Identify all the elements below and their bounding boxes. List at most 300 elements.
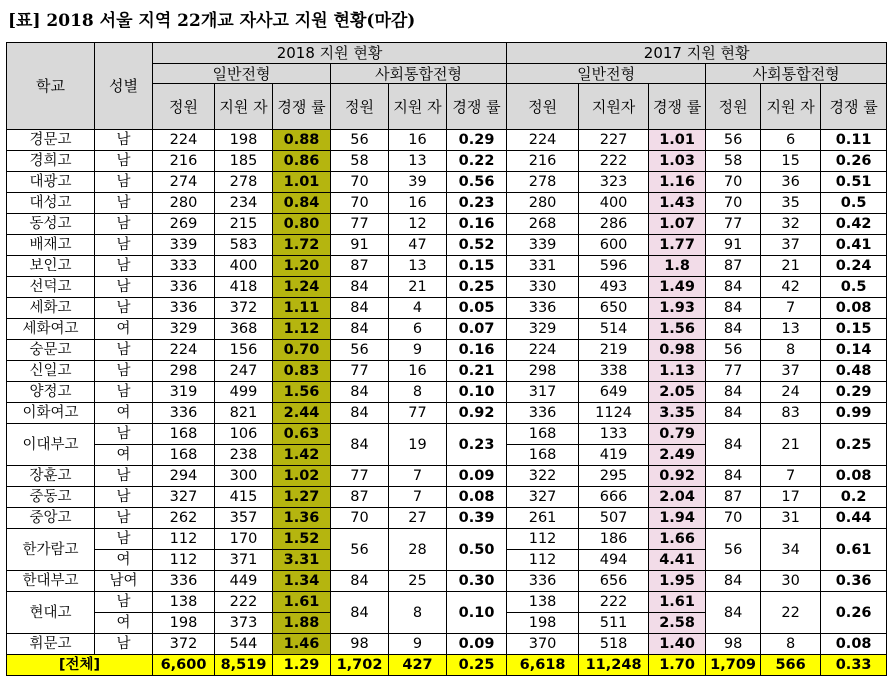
gender-cell: 남 (95, 592, 153, 613)
quota-2018-general: 336 (153, 571, 215, 592)
total-c-r: 1.70 (649, 655, 706, 676)
quota-2017-social: 84 (706, 319, 761, 340)
rate-2018-social: 0.23 (447, 424, 507, 466)
applicants-2018-general: 418 (215, 277, 273, 298)
quota-2018-social: 87 (331, 487, 389, 508)
school-name: 한대부고 (7, 571, 95, 592)
quota-2018-general: 112 (153, 529, 215, 550)
rate-2018-social: 0.16 (447, 340, 507, 361)
quota-2018-social: 56 (331, 529, 389, 571)
gender-cell: 여 (95, 445, 153, 466)
quota-2017-general: 280 (507, 193, 579, 214)
gender-cell: 남 (95, 382, 153, 403)
table-row (7, 151, 887, 172)
applicants-2017-general: 286 (579, 214, 649, 235)
table-row (7, 424, 887, 445)
quota-2018-social: 70 (331, 193, 389, 214)
rate-2018-social: 0.15 (447, 256, 507, 277)
rate-2017-social: 0.2 (821, 487, 887, 508)
rate-2017-general: 1.40 (649, 634, 706, 655)
total-a-q: 6,600 (153, 655, 215, 676)
rate-2018-social: 0.07 (447, 319, 507, 340)
quota-2017-general: 168 (507, 445, 579, 466)
applicants-2017-social: 36 (761, 172, 821, 193)
quota-2018-general: 336 (153, 298, 215, 319)
table-title: [표] 2018 서울 지역 22개교 자사고 지원 현황(마감) (8, 11, 416, 31)
rate-2017-social: 0.48 (821, 361, 887, 382)
rate-2018-general: 1.01 (273, 172, 331, 193)
quota-2018-social: 87 (331, 256, 389, 277)
rate-2017-general: 1.01 (649, 130, 706, 151)
applicants-2017-general: 650 (579, 298, 649, 319)
applicants-2018-general: 234 (215, 193, 273, 214)
gender-cell: 남 (95, 256, 153, 277)
total-b-q: 1,702 (331, 655, 389, 676)
applicants-2018-social: 8 (389, 592, 447, 634)
quota-2018-social: 70 (331, 172, 389, 193)
rate-2017-social: 0.36 (821, 571, 887, 592)
quota-2018-social: 84 (331, 571, 389, 592)
rate-2018-general: 3.31 (273, 550, 331, 571)
table-row (7, 529, 887, 550)
gender-cell: 남 (95, 340, 153, 361)
applicants-2018-social: 6 (389, 319, 447, 340)
rate-2017-general: 1.49 (649, 277, 706, 298)
total-row (7, 655, 887, 676)
header-rate: 경쟁 률 (649, 84, 706, 130)
applicants-2017-general: 222 (579, 151, 649, 172)
quota-2018-general: 262 (153, 508, 215, 529)
rate-2018-general: 1.11 (273, 298, 331, 319)
gender-cell: 남 (95, 235, 153, 256)
rate-2018-social: 0.52 (447, 235, 507, 256)
rate-2018-social: 0.50 (447, 529, 507, 571)
rate-2018-social: 0.16 (447, 214, 507, 235)
rate-2017-social: 0.08 (821, 466, 887, 487)
applicants-2017-general: 1124 (579, 403, 649, 424)
rate-2018-general: 1.12 (273, 319, 331, 340)
rate-2018-general: 0.70 (273, 340, 331, 361)
rate-2017-social: 0.25 (821, 424, 887, 466)
applicants-2017-general: 400 (579, 193, 649, 214)
header-school: 학교 (7, 43, 95, 130)
total-d-r: 0.33 (821, 655, 887, 676)
applicants-2018-social: 9 (389, 340, 447, 361)
quota-2018-social: 77 (331, 214, 389, 235)
header-gender: 성별 (95, 43, 153, 130)
rate-2017-general: 3.35 (649, 403, 706, 424)
quota-2017-general: 336 (507, 298, 579, 319)
rate-2017-social: 0.42 (821, 214, 887, 235)
applicants-2017-social: 7 (761, 466, 821, 487)
quota-2018-general: 298 (153, 361, 215, 382)
applicants-2018-social: 7 (389, 487, 447, 508)
quota-2017-general: 298 (507, 361, 579, 382)
applicants-2017-social: 83 (761, 403, 821, 424)
quota-2018-social: 84 (331, 298, 389, 319)
applicants-2018-general: 499 (215, 382, 273, 403)
rate-2017-social: 0.15 (821, 319, 887, 340)
quota-2017-social: 84 (706, 424, 761, 466)
quota-2018-general: 224 (153, 340, 215, 361)
quota-2018-general: 168 (153, 424, 215, 445)
quota-2018-social: 84 (331, 382, 389, 403)
table-body (7, 130, 887, 676)
gender-cell: 남 (95, 487, 153, 508)
rate-2017-social: 0.26 (821, 592, 887, 634)
quota-2017-social: 56 (706, 529, 761, 571)
quota-2017-social: 84 (706, 592, 761, 634)
rate-2017-social: 0.14 (821, 340, 887, 361)
school-name: 신일고 (7, 361, 95, 382)
school-name: 동성고 (7, 214, 95, 235)
rate-2018-social: 0.08 (447, 487, 507, 508)
applicants-2017-social: 6 (761, 130, 821, 151)
rate-2017-general: 2.04 (649, 487, 706, 508)
applicants-2018-social: 25 (389, 571, 447, 592)
quota-2018-social: 84 (331, 403, 389, 424)
school-name: 경문고 (7, 130, 95, 151)
quota-2017-social: 84 (706, 298, 761, 319)
header-quota: 정원 (706, 84, 761, 130)
quota-2018-general: 216 (153, 151, 215, 172)
table-row (7, 256, 887, 277)
applicants-2017-social: 31 (761, 508, 821, 529)
rate-2017-general: 2.05 (649, 382, 706, 403)
quota-2017-social: 84 (706, 466, 761, 487)
header-2018: 2018 지원 현황 (153, 43, 507, 64)
rate-2017-general: 0.92 (649, 466, 706, 487)
applicants-2017-general: 323 (579, 172, 649, 193)
applicants-2018-general: 400 (215, 256, 273, 277)
applicants-2017-general: 507 (579, 508, 649, 529)
applicants-2017-general: 222 (579, 592, 649, 613)
rate-2018-general: 0.63 (273, 424, 331, 445)
rate-2018-general: 1.72 (273, 235, 331, 256)
total-a-r: 1.29 (273, 655, 331, 676)
school-name: 숭문고 (7, 340, 95, 361)
gender-cell: 남여 (95, 571, 153, 592)
quota-2018-social: 84 (331, 424, 389, 466)
rate-2017-social: 0.11 (821, 130, 887, 151)
header-quota: 정원 (153, 84, 215, 130)
school-name: 배재고 (7, 235, 95, 256)
quota-2018-social: 84 (331, 592, 389, 634)
rate-2017-general: 1.13 (649, 361, 706, 382)
header-applicants: 지원 자 (761, 84, 821, 130)
quota-2017-social: 84 (706, 403, 761, 424)
school-name: 현대고 (7, 592, 95, 634)
rate-2018-general: 1.52 (273, 529, 331, 550)
applicants-2017-social: 8 (761, 340, 821, 361)
total-b-a: 427 (389, 655, 447, 676)
quota-2018-general: 372 (153, 634, 215, 655)
quota-2017-general: 224 (507, 340, 579, 361)
quota-2018-general: 336 (153, 277, 215, 298)
school-name: 중앙고 (7, 508, 95, 529)
gender-cell: 남 (95, 193, 153, 214)
quota-2017-social: 70 (706, 172, 761, 193)
rate-2018-general: 1.56 (273, 382, 331, 403)
rate-2017-general: 1.93 (649, 298, 706, 319)
school-name: 장훈고 (7, 466, 95, 487)
applicants-2018-social: 8 (389, 382, 447, 403)
header-quota: 정원 (507, 84, 579, 130)
rate-2017-general: 1.56 (649, 319, 706, 340)
rate-2018-general: 1.20 (273, 256, 331, 277)
applicants-2018-social: 47 (389, 235, 447, 256)
rate-2018-general: 1.61 (273, 592, 331, 613)
quota-2017-general: 330 (507, 277, 579, 298)
quota-2018-general: 339 (153, 235, 215, 256)
applicants-2017-general: 514 (579, 319, 649, 340)
rate-2017-social: 0.99 (821, 403, 887, 424)
school-name: 한가람고 (7, 529, 95, 571)
applicants-2017-general: 511 (579, 613, 649, 634)
school-name: 대성고 (7, 193, 95, 214)
applicants-2018-general: 170 (215, 529, 273, 550)
quota-2018-social: 56 (331, 130, 389, 151)
rate-2017-social: 0.08 (821, 298, 887, 319)
applicants-2018-general: 821 (215, 403, 273, 424)
rate-2018-social: 0.92 (447, 403, 507, 424)
table-row (7, 382, 887, 403)
table-header (7, 43, 887, 130)
applications-table (6, 42, 887, 676)
applicants-2017-general: 338 (579, 361, 649, 382)
gender-cell: 남 (95, 151, 153, 172)
applicants-2018-general: 215 (215, 214, 273, 235)
header-quota: 정원 (331, 84, 389, 130)
school-name: 세화고 (7, 298, 95, 319)
applicants-2018-social: 19 (389, 424, 447, 466)
applicants-2017-general: 219 (579, 340, 649, 361)
rate-2017-social: 0.44 (821, 508, 887, 529)
quota-2017-social: 56 (706, 340, 761, 361)
applicants-2018-general: 373 (215, 613, 273, 634)
quota-2017-social: 98 (706, 634, 761, 655)
applicants-2017-general: 666 (579, 487, 649, 508)
rate-2018-social: 0.21 (447, 361, 507, 382)
quota-2018-general: 333 (153, 256, 215, 277)
applicants-2017-social: 37 (761, 235, 821, 256)
rate-2017-general: 1.77 (649, 235, 706, 256)
rate-2017-social: 0.5 (821, 277, 887, 298)
applicants-2017-social: 21 (761, 424, 821, 466)
applicants-2018-general: 247 (215, 361, 273, 382)
school-name: 선덕고 (7, 277, 95, 298)
school-name: 보인고 (7, 256, 95, 277)
quota-2018-general: 138 (153, 592, 215, 613)
rate-2018-general: 1.02 (273, 466, 331, 487)
header-applicants: 지원 자 (215, 84, 273, 130)
applicants-2017-social: 22 (761, 592, 821, 634)
rate-2018-general: 1.24 (273, 277, 331, 298)
total-a-a: 8,519 (215, 655, 273, 676)
applicants-2017-social: 30 (761, 571, 821, 592)
school-name: 중동고 (7, 487, 95, 508)
quota-2018-social: 98 (331, 634, 389, 655)
total-d-q: 1,709 (706, 655, 761, 676)
rate-2018-social: 0.05 (447, 298, 507, 319)
table-row (7, 592, 887, 613)
quota-2018-social: 58 (331, 151, 389, 172)
total-d-a: 566 (761, 655, 821, 676)
table-row (7, 214, 887, 235)
rate-2017-social: 0.24 (821, 256, 887, 277)
gender-cell: 남 (95, 298, 153, 319)
quota-2017-general: 138 (507, 592, 579, 613)
total-label: [전체] (7, 655, 153, 676)
gender-cell: 남 (95, 277, 153, 298)
quota-2017-social: 84 (706, 571, 761, 592)
applicants-2017-general: 596 (579, 256, 649, 277)
rate-2017-social: 0.51 (821, 172, 887, 193)
gender-cell: 남 (95, 466, 153, 487)
total-c-a: 11,248 (579, 655, 649, 676)
rate-2018-general: 1.36 (273, 508, 331, 529)
table-row (7, 130, 887, 151)
applicants-2018-social: 16 (389, 130, 447, 151)
quota-2017-general: 331 (507, 256, 579, 277)
applicants-2018-social: 7 (389, 466, 447, 487)
header-rate: 경쟁 률 (447, 84, 507, 130)
quota-2017-social: 58 (706, 151, 761, 172)
applicants-2017-social: 15 (761, 151, 821, 172)
quota-2017-social: 70 (706, 193, 761, 214)
quota-2018-social: 91 (331, 235, 389, 256)
quota-2018-social: 84 (331, 277, 389, 298)
quota-2017-general: 339 (507, 235, 579, 256)
quota-2017-general: 216 (507, 151, 579, 172)
applicants-2017-general: 419 (579, 445, 649, 466)
rate-2018-general: 2.44 (273, 403, 331, 424)
applicants-2017-general: 518 (579, 634, 649, 655)
rate-2017-general: 4.41 (649, 550, 706, 571)
applicants-2018-general: 238 (215, 445, 273, 466)
header-rate: 경쟁 률 (273, 84, 331, 130)
quota-2018-social: 77 (331, 466, 389, 487)
rate-2018-social: 0.30 (447, 571, 507, 592)
applicants-2018-social: 13 (389, 256, 447, 277)
applicants-2018-social: 27 (389, 508, 447, 529)
table-row (7, 298, 887, 319)
quota-2018-general: 280 (153, 193, 215, 214)
header-2018-social: 사회통합전형 (331, 64, 507, 84)
rate-2018-social: 0.09 (447, 634, 507, 655)
applicants-2018-social: 4 (389, 298, 447, 319)
applicants-2018-general: 357 (215, 508, 273, 529)
quota-2018-general: 329 (153, 319, 215, 340)
quota-2017-general: 268 (507, 214, 579, 235)
quota-2018-social: 77 (331, 361, 389, 382)
table-row (7, 172, 887, 193)
applicants-2017-general: 186 (579, 529, 649, 550)
quota-2018-social: 56 (331, 340, 389, 361)
quota-2017-general: 198 (507, 613, 579, 634)
gender-cell: 여 (95, 403, 153, 424)
applicants-2017-social: 34 (761, 529, 821, 571)
quota-2017-general: 336 (507, 403, 579, 424)
applicants-2018-general: 222 (215, 592, 273, 613)
school-name: 이화여고 (7, 403, 95, 424)
quota-2017-social: 87 (706, 256, 761, 277)
gender-cell: 여 (95, 319, 153, 340)
quota-2017-general: 168 (507, 424, 579, 445)
quota-2018-general: 327 (153, 487, 215, 508)
header-2017: 2017 지원 현황 (507, 43, 887, 64)
table-row (7, 487, 887, 508)
rate-2018-general: 1.42 (273, 445, 331, 466)
applicants-2018-social: 39 (389, 172, 447, 193)
gender-cell: 남 (95, 529, 153, 550)
rate-2018-general: 1.34 (273, 571, 331, 592)
school-name: 경희고 (7, 151, 95, 172)
applicants-2018-general: 544 (215, 634, 273, 655)
quota-2017-social: 77 (706, 214, 761, 235)
rate-2017-general: 0.79 (649, 424, 706, 445)
gender-cell: 남 (95, 508, 153, 529)
applicants-2018-social: 13 (389, 151, 447, 172)
rate-2018-general: 1.27 (273, 487, 331, 508)
quota-2017-social: 56 (706, 130, 761, 151)
quota-2018-general: 269 (153, 214, 215, 235)
quota-2018-social: 70 (331, 508, 389, 529)
applicants-2017-general: 133 (579, 424, 649, 445)
quota-2018-general: 198 (153, 613, 215, 634)
applicants-2018-social: 16 (389, 361, 447, 382)
rate-2017-general: 2.58 (649, 613, 706, 634)
applicants-2018-general: 583 (215, 235, 273, 256)
total-b-r: 0.25 (447, 655, 507, 676)
table-row (7, 319, 887, 340)
applicants-2018-social: 16 (389, 193, 447, 214)
gender-cell: 여 (95, 613, 153, 634)
header-2017-social: 사회통합전형 (706, 64, 887, 84)
gender-cell: 남 (95, 130, 153, 151)
quota-2017-general: 322 (507, 466, 579, 487)
rate-2017-general: 1.66 (649, 529, 706, 550)
gender-cell: 남 (95, 172, 153, 193)
rate-2017-social: 0.41 (821, 235, 887, 256)
rate-2018-general: 1.46 (273, 634, 331, 655)
applicants-2017-social: 7 (761, 298, 821, 319)
quota-2017-general: 112 (507, 550, 579, 571)
table-row (7, 361, 887, 382)
rate-2018-general: 1.88 (273, 613, 331, 634)
rate-2018-social: 0.10 (447, 382, 507, 403)
quota-2017-general: 112 (507, 529, 579, 550)
applicants-2017-social: 24 (761, 382, 821, 403)
rate-2018-social: 0.22 (447, 151, 507, 172)
quota-2017-general: 224 (507, 130, 579, 151)
applicants-2017-social: 17 (761, 487, 821, 508)
total-c-q: 6,618 (507, 655, 579, 676)
table-row (7, 193, 887, 214)
quota-2017-general: 336 (507, 571, 579, 592)
rate-2017-general: 2.49 (649, 445, 706, 466)
rate-2017-general: 1.95 (649, 571, 706, 592)
quota-2017-general: 327 (507, 487, 579, 508)
quota-2017-social: 77 (706, 361, 761, 382)
quota-2018-general: 336 (153, 403, 215, 424)
applicants-2017-general: 600 (579, 235, 649, 256)
applicants-2018-social: 77 (389, 403, 447, 424)
rate-2018-social: 0.56 (447, 172, 507, 193)
applicants-2018-general: 106 (215, 424, 273, 445)
gender-cell: 남 (95, 361, 153, 382)
applicants-2017-social: 8 (761, 634, 821, 655)
